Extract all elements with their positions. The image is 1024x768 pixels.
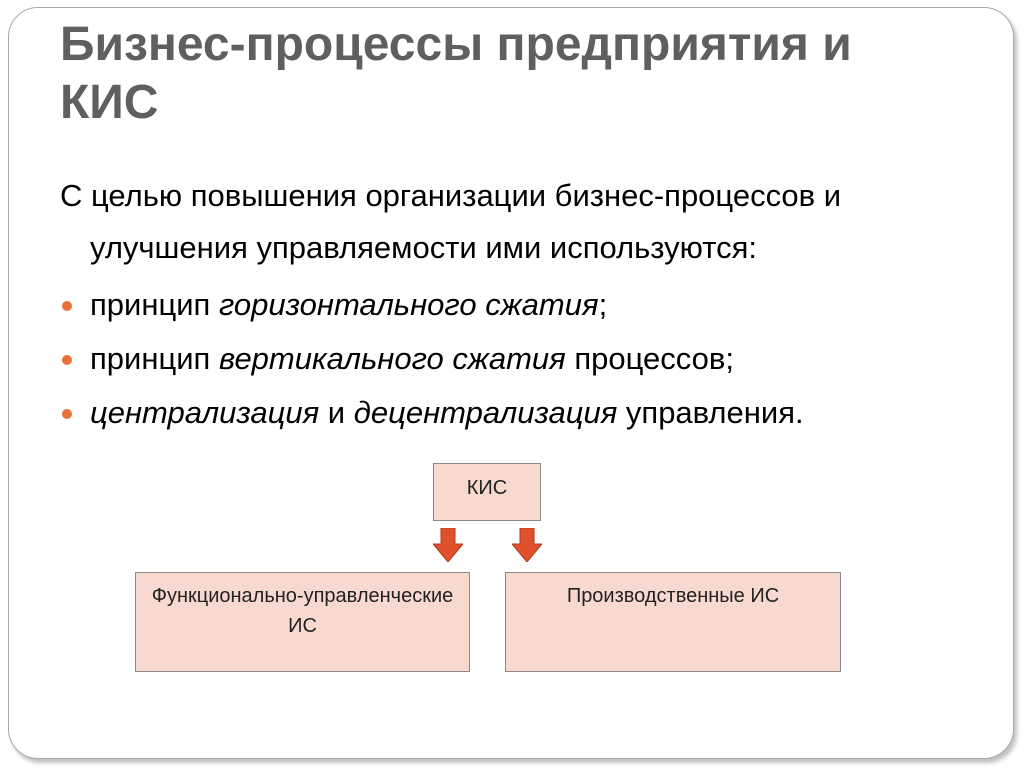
kis-box: КИС bbox=[433, 463, 541, 521]
italic-term: вертикального сжатия bbox=[218, 341, 566, 376]
italic-term: централизация bbox=[90, 395, 320, 430]
production-is-box: Производственные ИС bbox=[505, 572, 841, 672]
bullet-item-horizontal: принцип горизонтального сжатия; bbox=[60, 278, 980, 332]
italic-term: горизонтального сжатия bbox=[218, 287, 599, 322]
arrow-down-icon bbox=[433, 528, 463, 562]
bullet-item-vertical: принцип вертикального сжатия процессов; bbox=[60, 332, 980, 386]
slide-title: Бизнес-процессы предприятия и КИС bbox=[60, 18, 852, 129]
intro-text: С целью повышения организации бизнес-процессов и улучшения управляемости ими используются: bbox=[60, 178, 842, 265]
functional-management-is-box: Функционально-управленческие ИС bbox=[135, 572, 470, 672]
slide-body bbox=[60, 170, 980, 440]
italic-term: децентрализация bbox=[353, 395, 618, 430]
bullet-dot-icon bbox=[62, 301, 72, 311]
bullet-dot-icon bbox=[62, 409, 72, 419]
bullet-dot-icon bbox=[62, 355, 72, 365]
bullet-item-centralization: централизация и децентрализация управления. bbox=[60, 386, 980, 440]
bullet-list bbox=[60, 278, 980, 440]
arrow-down-icon bbox=[512, 528, 542, 562]
